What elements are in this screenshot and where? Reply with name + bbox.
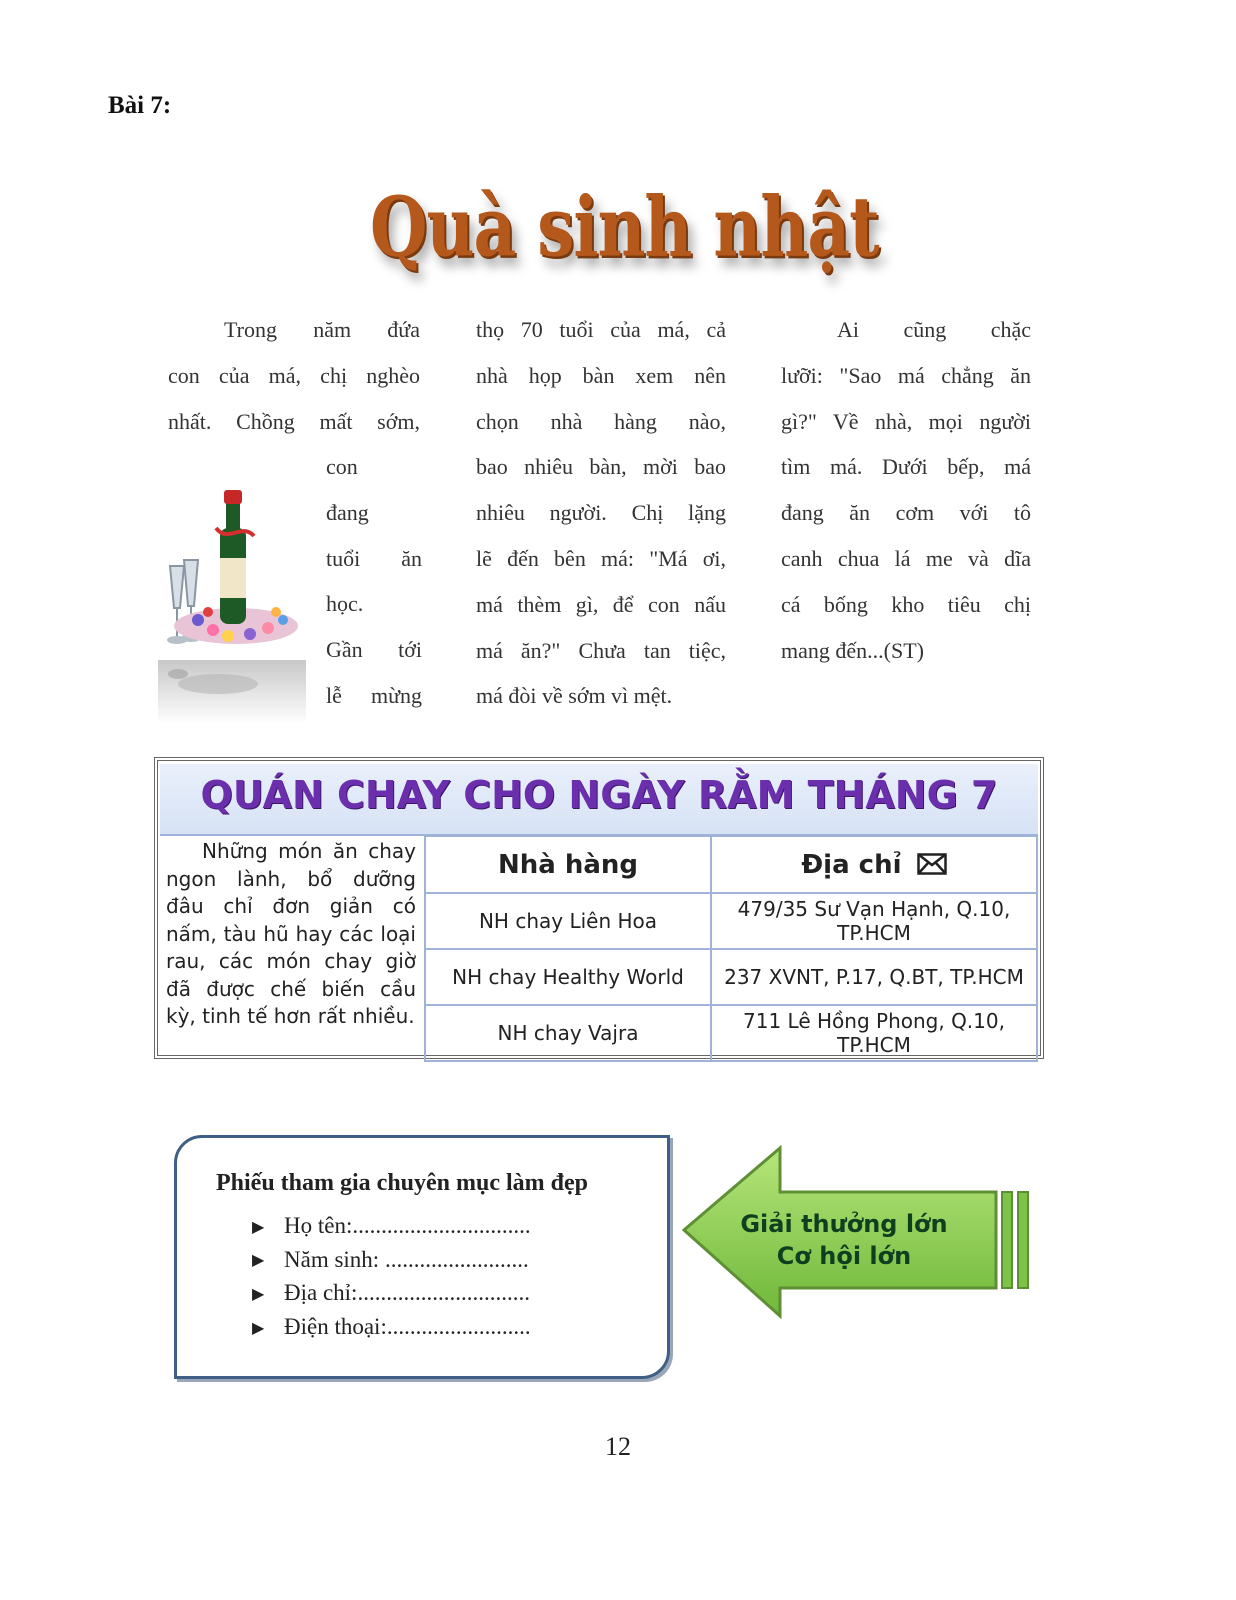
form-field-label: Năm sinh: .........................	[284, 1246, 529, 1272]
header-address	[711, 836, 1037, 893]
story-line: lưỡi: "Sao má chẳng ăn	[781, 362, 1031, 388]
story-line: tuổi ăn	[326, 545, 422, 571]
arrow-line-1: Giải thưởng lớn	[740, 1210, 948, 1238]
table-row	[425, 949, 1037, 1005]
form-field	[252, 1311, 531, 1345]
story-line: Ai cũng chặc	[837, 317, 1031, 342]
envelope-icon	[917, 853, 947, 875]
story-line: bao nhiêu bàn, mời bao	[476, 454, 726, 480]
story-line: con của má, chị nghèo	[168, 362, 420, 388]
form-field-label: Địa chỉ:..............................	[284, 1280, 530, 1306]
story-line: má ăn?" Chưa tan tiệc,	[476, 637, 726, 663]
header-restaurant-label: Nhà hàng	[497, 849, 639, 880]
story-line: đang	[326, 499, 369, 525]
table-intro-text	[166, 838, 416, 1031]
story-line: cá bống kho tiêu chị	[781, 591, 1031, 617]
triangle-bullet-icon: ▶	[252, 1218, 265, 1236]
story-line: Gần tới	[326, 637, 422, 663]
story-column-1	[168, 307, 420, 444]
story-column-1-wrap	[326, 444, 422, 719]
table-divider	[424, 835, 426, 1054]
story-line: lẽ đến bên má: "Má ơi,	[476, 545, 726, 571]
page-number: 12	[605, 1432, 631, 1461]
story-line: thọ 70 tuổi của má, cả	[476, 317, 726, 342]
form-field	[252, 1244, 531, 1278]
triangle-bullet-icon: ▶	[252, 1286, 265, 1304]
restaurant-table	[424, 835, 1038, 1062]
table-header-row	[425, 836, 1037, 893]
story-line: nhất. Chồng mất sớm,	[168, 408, 420, 434]
wordart-title: Quà sinh nhật	[370, 178, 879, 276]
table-row	[425, 893, 1037, 949]
restaurant-name: NH chay Healthy World	[425, 949, 711, 1005]
story-column-2	[476, 307, 726, 719]
restaurant-name: NH chay Liên Hoa	[425, 893, 711, 949]
story-line: lễ mừng	[326, 682, 422, 708]
form-field-list	[252, 1210, 531, 1345]
story-line: tìm má. Dưới bếp, má	[781, 454, 1031, 480]
wine-bottle-clipart	[158, 488, 306, 724]
restaurant-address: 479/35 Sư Vạn Hạnh, Q.10, TP.HCM	[711, 893, 1037, 949]
header-restaurant	[425, 836, 711, 893]
story-column-3	[781, 307, 1031, 673]
intro-paragraph: Những món ăn chay ngon lành, bổ dưỡng đâu chỉ đơn giản có nấm, tàu hũ hay các loại rau, các món chay giờ đã được chế biến cầu kỳ, tinh tế hơn rất nhiều.	[166, 839, 416, 1028]
story-line: chọn nhà hàng nào,	[476, 408, 726, 434]
form-field-label: Họ tên:...............................	[284, 1213, 531, 1238]
restaurant-address: 237 XVNT, P.17, Q.BT, TP.HCM	[711, 949, 1037, 1005]
story-line: Trong năm đứa	[224, 317, 420, 342]
triangle-bullet-icon: ▶	[252, 1252, 265, 1270]
arrow-line-2: Cơ hội lớn	[776, 1242, 912, 1270]
story-line: canh chua lá me và dĩa	[781, 545, 1031, 571]
story-line: gì?" Về nhà, mọi người	[781, 408, 1031, 434]
restaurant-name: NH chay Vajra	[425, 1005, 711, 1061]
form-field-label: Điện thoại:.........................	[284, 1314, 531, 1340]
table-section-title: QUÁN CHAY CHO NGÀY RẰM THÁNG 7	[160, 764, 1038, 836]
story-line: mang đến...(ST)	[781, 637, 924, 663]
story-line: học.	[326, 591, 364, 617]
restaurant-address: 711 Lê Hồng Phong, Q.10, TP.HCM	[711, 1005, 1037, 1061]
header-address-label: Địa chỉ	[801, 849, 902, 880]
story-line: nhiêu người. Chị lặng	[476, 500, 726, 526]
story-line: con	[326, 454, 358, 479]
form-field	[252, 1277, 531, 1311]
story-line: nhà họp bàn xem nên	[476, 362, 726, 388]
arrow-text	[710, 1208, 978, 1272]
form-title: Phiếu tham gia chuyên mục làm đẹp	[216, 1170, 589, 1196]
form-field	[252, 1210, 531, 1244]
story-line: đang ăn cơm với tô	[781, 500, 1031, 526]
story-line: má thèm gì, để con nấu	[476, 591, 726, 617]
table-row	[425, 1005, 1037, 1061]
triangle-bullet-icon: ▶	[252, 1319, 265, 1337]
story-line: má đòi về sớm vì mệt.	[476, 683, 673, 709]
exercise-heading: Bài 7:	[108, 92, 172, 119]
